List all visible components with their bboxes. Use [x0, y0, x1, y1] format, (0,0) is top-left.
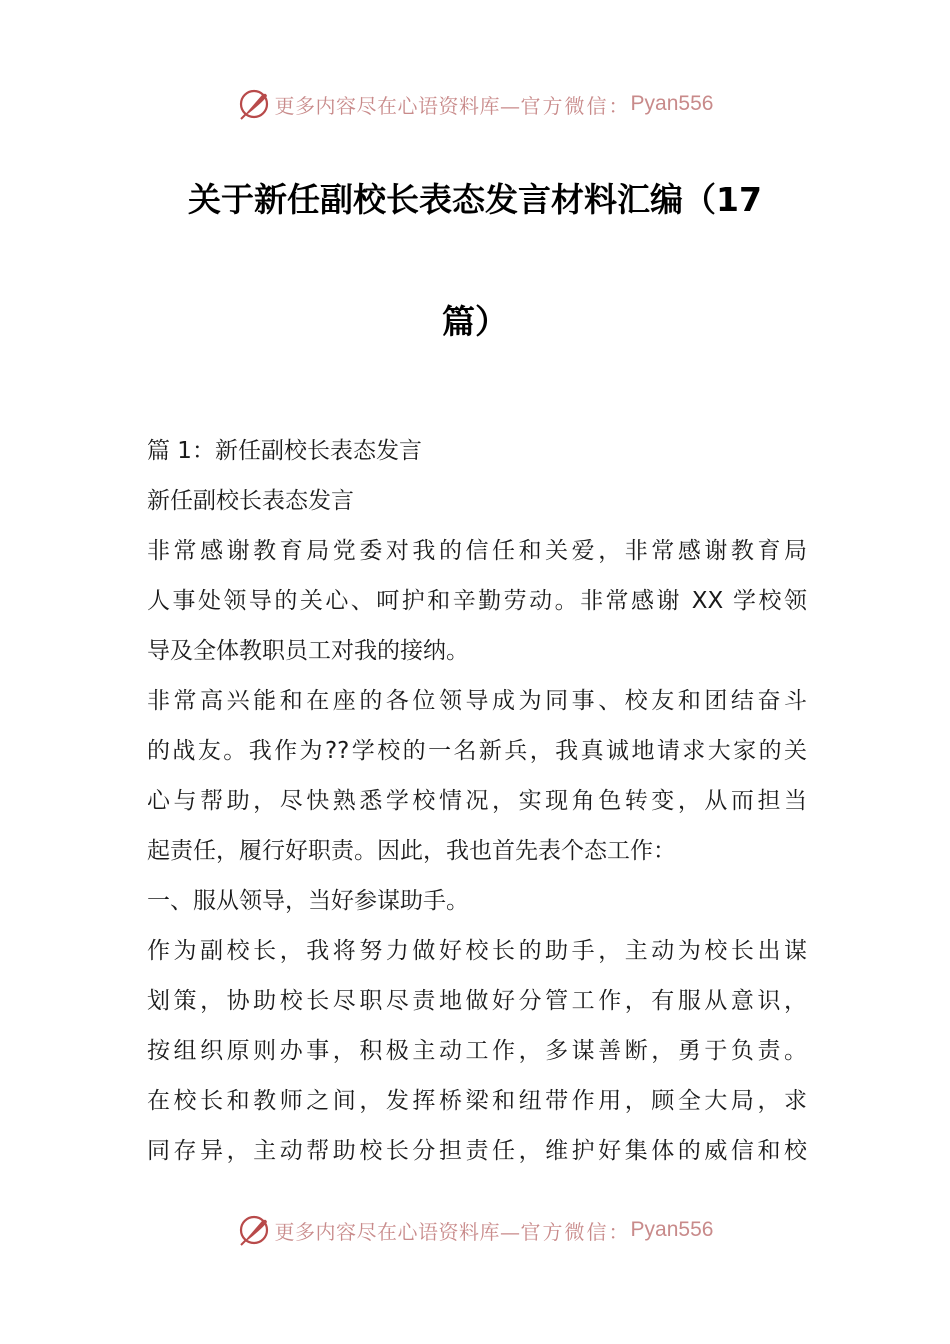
watermark-text: 更多内容尽在心语资料库— [274, 93, 521, 118]
paragraph-line: 非常高兴能和在座的各位领导成为同事、校友和团结奋斗 [147, 688, 807, 714]
document-title-line-1: 关于新任副校长表态发言材料汇编（17 [188, 180, 762, 219]
paragraph-line: 人事处领导的关心、呵护和辛勤劳动。非常感谢 XX 学校领 [147, 588, 807, 614]
paragraph-line: 划策，协助校长尽职尽责地做好分管工作，有服从意识， [147, 988, 807, 1014]
watermark-wechat-id: Pyan556 [630, 92, 714, 115]
section-heading: 篇 1：新任副校长表态发言 [147, 438, 422, 464]
paragraph-line: 作为副校长，我将努力做好校长的助手，主动为校长出谋 [147, 938, 807, 964]
document-title-line-2: 篇） [442, 302, 508, 341]
paragraph-line: 导及全体教职员工对我的接纳。 [147, 638, 469, 664]
paragraph-line: 心与帮助，尽快熟悉学校情况，实现角色转变，从而担当 [147, 788, 807, 814]
watermark-text: 更多内容尽在心语资料库— [274, 1219, 521, 1244]
watermark-header [0, 84, 950, 124]
paragraph-line: 的战友。我作为??学校的一名新兵，我真诚地请求大家的关 [147, 738, 807, 764]
paragraph-line: 非常感谢教育局党委对我的信任和关爱，非常感谢教育局 [147, 538, 807, 564]
watermark-wechat-label: 官方微信： [520, 1219, 631, 1244]
document-body [147, 426, 807, 1176]
watermark-wechat-label: 官方微信： [520, 93, 631, 118]
quill-logo-icon [237, 87, 271, 121]
paragraph-line: 在校长和教师之间，发挥桥梁和纽带作用，顾全大局，求 [147, 1088, 807, 1114]
paragraph-line: 起责任，履行好职责。因此，我也首先表个态工作： [147, 838, 676, 864]
watermark-wechat-id: Pyan556 [630, 1218, 714, 1241]
watermark-footer [0, 1210, 950, 1250]
quill-logo-icon [237, 1213, 271, 1247]
paragraph-line: 同存异，主动帮助校长分担责任，维护好集体的威信和校 [147, 1138, 807, 1164]
subheading: 新任副校长表态发言 [147, 488, 354, 514]
numbered-heading: 一、服从领导，当好参谋助手。 [147, 888, 469, 914]
paragraph-line: 按组织原则办事，积极主动工作，多谋善断，勇于负责。 [147, 1038, 807, 1064]
